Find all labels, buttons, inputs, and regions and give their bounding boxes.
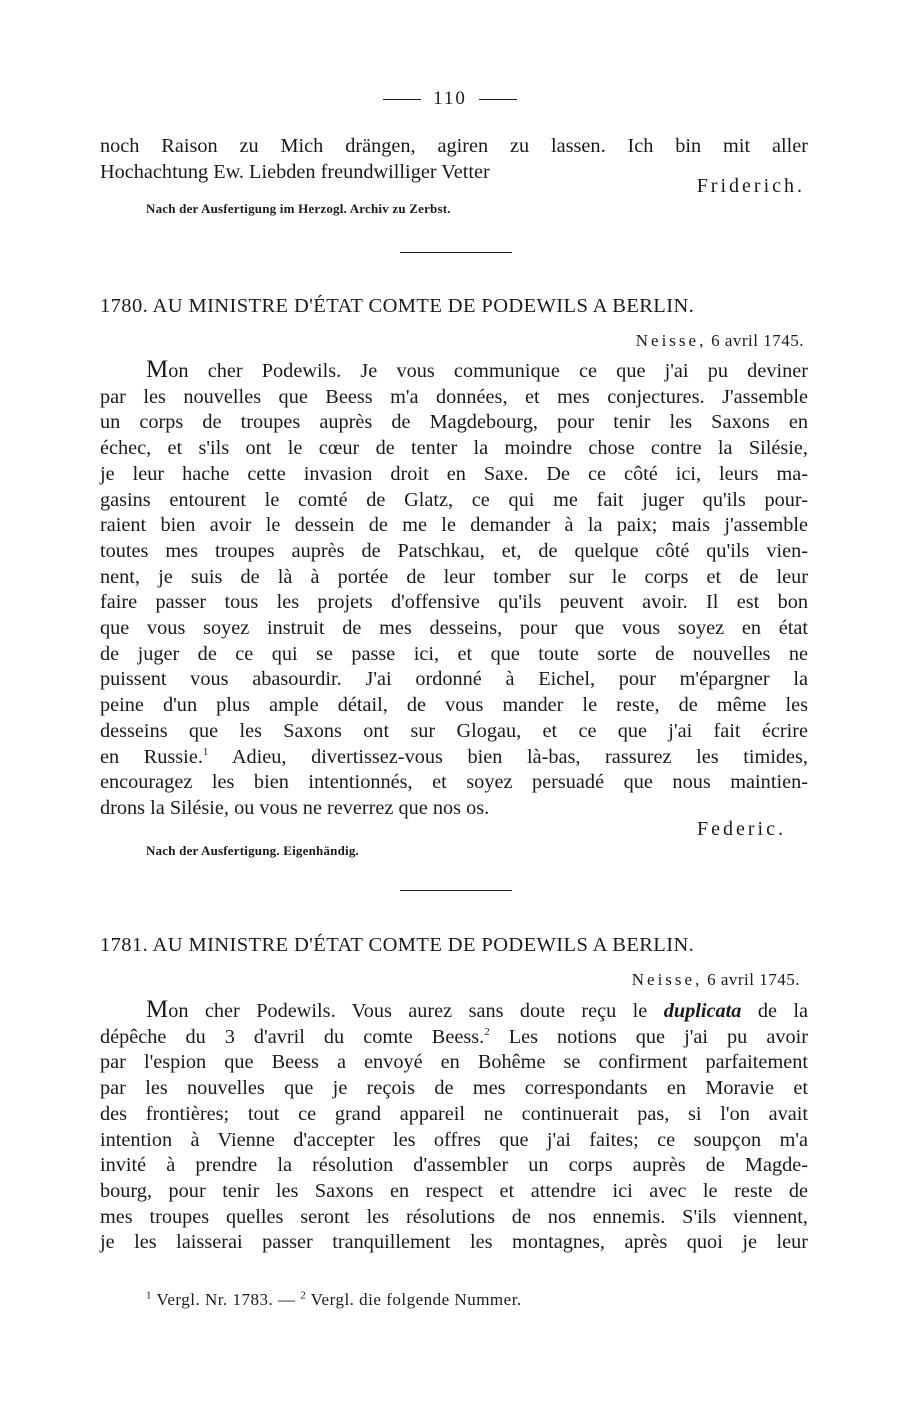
- letter-1780-line-9: nent, je suis de là à portée de leur tomber sur le corps et de leur: [100, 565, 808, 588]
- section-divider-2: [400, 890, 512, 891]
- letter-1780-source-note: Nach der Ausfertigung. Eigenhändig.: [146, 843, 359, 858]
- letter-1781-body: [100, 997, 808, 1256]
- letter-1780-line-12: de juger de ce qui se passe ici, et que toute sorte de nouvelles ne: [100, 642, 808, 665]
- letter-1780-date: 6 avril 1745.: [711, 331, 804, 350]
- footnote-ref-1: 1: [202, 745, 209, 758]
- footnote-1-mark: 1: [146, 1289, 152, 1302]
- letter-1780-dateline: [636, 331, 804, 351]
- footnote-ref-2: 2: [484, 1025, 490, 1038]
- letter-1781-line-7: invité à prendre la résolution d'assembler un corps auprès de Magde-: [100, 1154, 808, 1177]
- letter-1780-initial: M: [146, 356, 169, 383]
- letter-1780-line-15: desseins que les Saxons ont sur Glogau, et ce que j'ai fait écrire: [100, 719, 808, 742]
- letter-1780-line-17: encouragez les bien intentionnés, et soyez persuadé que nous maintien-: [100, 771, 808, 794]
- footnote-2-mark: 2: [300, 1289, 307, 1302]
- letter-1780-line-18: drons la Silésie, ou vous ne reverrez que nos os.: [100, 796, 490, 819]
- letter-1780-line-11: que vous soyez instruit de mes desseins, pour que vous soyez en état: [100, 617, 808, 640]
- page-number-dash-left: [383, 99, 421, 100]
- letter-1780-line-7: raient bien avoir le dessein de me le demander à la paix; mais j'assemble: [100, 514, 808, 537]
- letter-1781-line-3: par l'espion que Beess a envoyé en Bohême se confirment parfaitement: [100, 1051, 808, 1074]
- letter-1780-line-6: gasins entourent le comté de Glatz, ce qui me fait juger qu'ils pour-: [100, 488, 808, 511]
- letter-1780-line-4: échec, et s'ils ont le cœur de tenter la moindre chose contre la Silésie,: [100, 437, 808, 460]
- letter-1780-line-3: un corps de troupes auprès de Magdebourg, pour tenir les Saxons en: [100, 411, 808, 434]
- footnote-1-text: Vergl. Nr. 1783. —: [152, 1290, 301, 1309]
- letter-1780-line-5: je leur hache cette invasion droit en Saxe. De ce côté ici, leurs ma-: [100, 462, 808, 485]
- letter-1780-line-14: peine d'un plus ample détail, de vous mander le reste, de même les: [100, 694, 808, 717]
- footnote-2-text: Vergl. die folgende Nummer.: [306, 1290, 522, 1309]
- section-divider-1: [400, 252, 512, 253]
- letter-1781-date: 6 avril 1745.: [707, 970, 800, 989]
- letter-1781-line-5: des frontières; tout ce grand appareil ne continuerait pas, si l'on avait: [100, 1102, 808, 1125]
- letter-1780-line-10: faire passer tous les projets d'offensive qu'ils peuvent avoir. Il est bon: [100, 591, 808, 614]
- continuation-signature: Friderich.: [696, 175, 805, 197]
- letter-1781-line-4: par les nouvelles que je reçois de mes correspondants en Moravie et: [100, 1077, 808, 1100]
- page-number: 110: [0, 88, 900, 110]
- letter-1781-line-2: dépêche du 3 d'avril du comte Beess.$^2$ Les notions que j'ai pu avoir: [100, 1025, 808, 1048]
- letter-1780-place: Neisse,: [635, 331, 707, 350]
- letter-1781-line-9: mes troupes quelles seront les résolutions de nos ennemis. S'ils viennent,: [100, 1205, 808, 1228]
- letter-1780-heading: 1780. AU MINISTRE D'ÉTAT COMTE DE PODEWILS A BERLIN.: [100, 295, 695, 317]
- letter-1780-signature: Federic.: [697, 818, 786, 840]
- letter-1780-line-1: Mon cher Podewils. Je vous communique ce que j'ai pu deviner: [146, 356, 808, 383]
- continuation-line-1: noch Raison zu Mich drängen, agiren zu lassen. Ich bin mit aller: [100, 135, 808, 157]
- letter-1781-initial: M: [146, 996, 169, 1023]
- letter-1780-body: [100, 357, 808, 822]
- duplicata-term: duplicata: [663, 1000, 742, 1022]
- letter-1781-line-10: je les laisserai passer tranquillement les montagnes, après quoi je leur: [100, 1231, 808, 1254]
- letter-1781-dateline: [632, 970, 800, 990]
- letter-1781-line-6: intention à Vienne d'accepter les offres que j'ai faites; ce soupçon m'a: [100, 1128, 808, 1151]
- letter-1781-place: Neisse,: [631, 970, 703, 989]
- footnotes: [146, 1290, 522, 1310]
- letter-1780-line-13: puissent vous abasourdir. J'ai ordonné à Eichel, pour m'épargner la: [100, 668, 808, 691]
- letter-1780-line-16: en Russie.$^1$ Adieu, divertissez-vous bien là-bas, rassurez les timides,: [100, 745, 808, 768]
- letter-1780-line-2: par les nouvelles que Beess m'a données, et mes conjectures. J'assemble: [100, 385, 808, 408]
- page-number-dash-right: [479, 99, 517, 100]
- continuation-source-note: Nach der Ausfertigung im Herzogl. Archiv zu Zerbst.: [146, 201, 451, 216]
- continuation-line-2: Hochachtung Ew. Liebden freundwilliger Vetter: [100, 160, 490, 183]
- letter-1780-line-8: toutes mes troupes auprès de Patschkau, et, de quelque côté qu'ils vien-: [100, 539, 808, 562]
- letter-1781-line-8: bourg, pour tenir les Saxons en respect et attendre ici avec le reste de: [100, 1179, 808, 1202]
- letter-1781-heading: 1781. AU MINISTRE D'ÉTAT COMTE DE PODEWILS A BERLIN.: [100, 934, 695, 956]
- letter-1781-line-1: Mon cher Podewils. Vous aurez sans doute reçu le duplicata de la: [146, 996, 809, 1023]
